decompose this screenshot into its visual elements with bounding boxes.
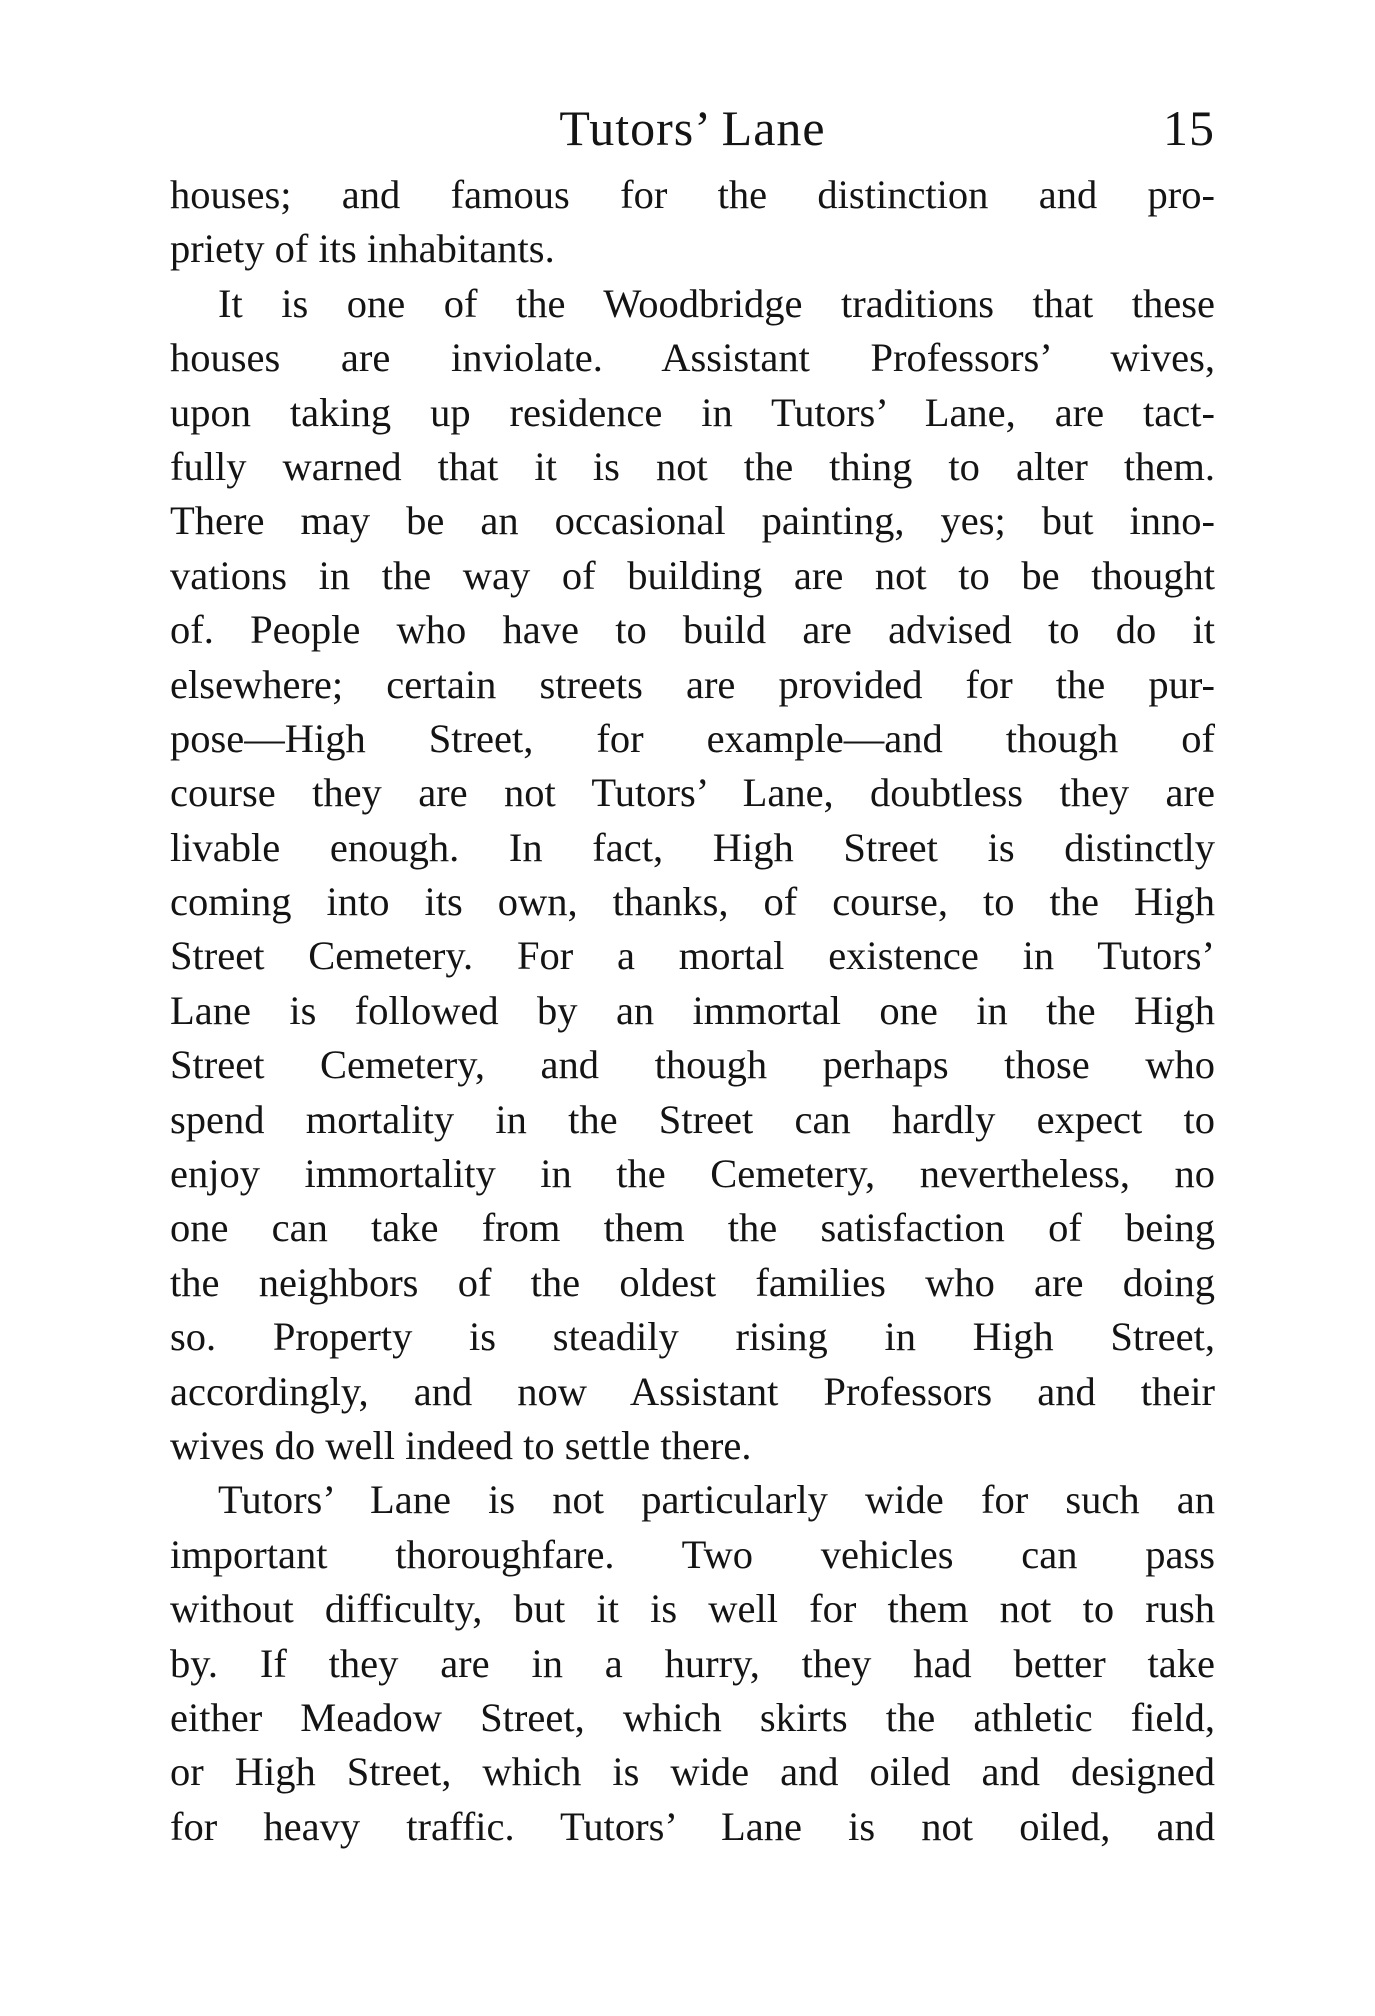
text-line: fully warned that it is not the thing to alter them. [170, 443, 1215, 489]
text-line: the neighbors of the oldest families who are doing [170, 1259, 1215, 1305]
text-line: for heavy traffic. Tutors’ Lane is not oiled, and [170, 1803, 1215, 1849]
text-line: It is one of the Woodbridge traditions that these [218, 280, 1215, 326]
text-line: course they are not Tutors’ Lane, doubtless they are [170, 770, 1215, 816]
text-line: Street Cemetery, and though perhaps those who [170, 1042, 1215, 1088]
text-line: upon taking up residence in Tutors’ Lane, are tact- [170, 389, 1215, 435]
text-line: so. Property is steadily rising in High Street, [170, 1314, 1215, 1360]
text-line: priety of its inhabitants. [170, 226, 555, 272]
running-title: Tutors’ Lane [559, 100, 826, 156]
text-line: Tutors’ Lane is not particularly wide for such an [218, 1477, 1215, 1523]
text-line: Street Cemetery. For a mortal existence in Tutors’ [170, 933, 1215, 979]
text-line: accordingly, and now Assistant Professors and their [170, 1368, 1215, 1414]
text-line: one can take from them the satisfaction of being [170, 1205, 1215, 1251]
text-line: vations in the way of building are not to be thought [170, 552, 1215, 598]
text-line: important thoroughfare. Two vehicles can pass [170, 1531, 1215, 1577]
text-line: houses; and famous for the distinction and pro- [170, 172, 1215, 217]
text-line: by. If they are in a hurry, they had better take [170, 1640, 1215, 1686]
text-line: wives do well indeed to settle there. [170, 1422, 752, 1468]
text-line: There may be an occasional painting, yes; but inno- [170, 498, 1215, 544]
body-text [170, 168, 1215, 1854]
page-number: 15 [1163, 100, 1215, 156]
running-head [170, 98, 1215, 158]
text-line: elsewhere; certain streets are provided for the pur- [170, 661, 1215, 707]
text-line: livable enough. In fact, High Street is distinctly [170, 824, 1215, 870]
text-line: coming into its own, thanks, of course, to the High [170, 879, 1215, 925]
text-line: of. People who have to build are advised to do it [170, 607, 1215, 653]
text-line: pose—High Street, for example—and though of [170, 715, 1215, 761]
text-line: houses are inviolate. Assistant Professors’ wives, [170, 335, 1215, 381]
text-line: either Meadow Street, which skirts the athletic field, [170, 1694, 1215, 1740]
text-line: spend mortality in the Street can hardly expect to [170, 1096, 1215, 1142]
text-line: without difficulty, but it is well for them not to rush [170, 1586, 1215, 1632]
text-line: or High Street, which is wide and oiled and designed [170, 1749, 1215, 1795]
text-line: enjoy immortality in the Cemetery, nevertheless, no [170, 1151, 1215, 1197]
text-line: Lane is followed by an immortal one in the High [170, 987, 1215, 1033]
